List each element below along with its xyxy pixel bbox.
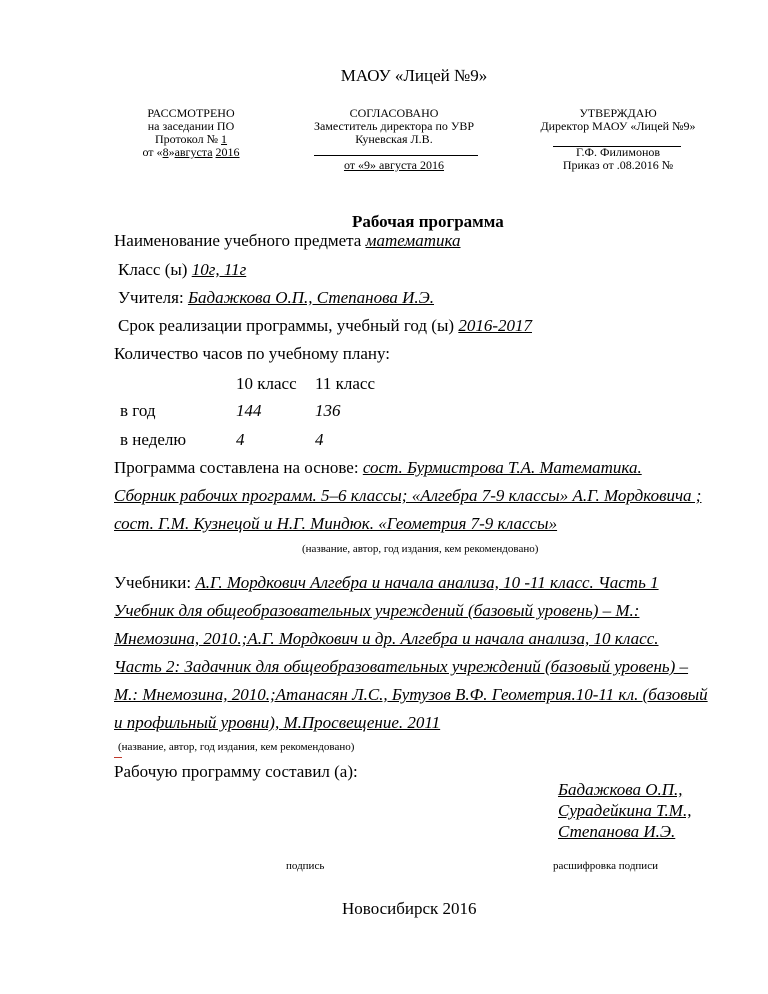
date-year: 2016 — [215, 145, 240, 159]
basis-label: Программа составлена на основе: — [114, 458, 363, 477]
hours-row-label: в неделю — [120, 430, 187, 449]
approval-reviewed — [118, 107, 264, 159]
hours-row-value: 136 — [315, 401, 341, 420]
signature-caption: подпись — [286, 860, 325, 872]
textbooks-label: Учебники: — [114, 573, 196, 592]
date-day: 8 — [162, 145, 169, 159]
date-mid: » — [168, 145, 175, 159]
approved-title: УТВЕРЖДАЮ — [579, 106, 657, 120]
date-prefix: от « — [142, 145, 163, 159]
basis-text: сост. Бурмистрова Т.А. Математика. — [362, 458, 642, 477]
approved-line3: Приказ от .08.2016 № — [562, 158, 674, 172]
hours-col-11: 11 класс — [315, 374, 375, 393]
hours-col-10: 10 класс — [236, 374, 297, 393]
basis-caption: (название, автор, год издания, кем рекомендовано) — [302, 543, 539, 555]
approved-line1: Директор МАОУ «Лицей №9» — [540, 119, 696, 133]
author-name: Сурадейкина Т.М., — [558, 801, 692, 820]
protocol-number: 1 — [221, 132, 228, 146]
hours-row-value: 144 — [236, 401, 262, 420]
hours-row-value: 4 — [315, 430, 324, 449]
org-title: МАОУ «Лицей №9» — [340, 66, 488, 85]
period-value: 2016-2017 — [458, 316, 532, 335]
approval-agreed — [296, 107, 492, 172]
textbooks-text: А.Г. Мордкович Алгебра и начала анализа, 10 -11 класс. Часть 1 — [195, 573, 659, 592]
period-label: Срок реализации программы, учебный год (ы) — [118, 316, 459, 335]
protocol-prefix: Протокол № — [154, 132, 222, 146]
document-title: Рабочая программа — [352, 212, 504, 231]
basis-line-1 — [114, 458, 642, 478]
textbooks-line-6: и профильный уровни), М.Просвещение. 2011 — [114, 713, 441, 732]
reviewed-date — [118, 146, 264, 159]
reviewed-title: РАССМОТРЕНО — [147, 106, 235, 120]
approved-signature-line — [553, 146, 681, 147]
footer-city-year: Новосибирск 2016 — [342, 899, 477, 918]
subject-line — [114, 231, 461, 251]
red-mark — [114, 757, 122, 758]
period-line — [118, 316, 532, 336]
teachers-line — [118, 288, 434, 308]
hours-row-value: 4 — [236, 430, 245, 449]
author-name: Степанова И.Э. — [558, 822, 676, 841]
textbooks-line-5: М.: Мнемозина, 2010.;Атанасян Л.С., Бутузов В.Ф. Геометрия.10-11 кл. (базовый — [114, 685, 708, 704]
author-name: Бадажкова О.П., — [558, 780, 683, 799]
textbooks-line-1 — [114, 573, 659, 593]
textbooks-caption: (название, автор, год издания, кем рекомендовано) — [118, 741, 355, 753]
textbooks-line-2: Учебник для общеобразовательных учреждений (базовый уровень) – М.: — [114, 601, 640, 620]
class-line — [118, 260, 246, 280]
author-label: Рабочую программу составил (а): — [114, 762, 358, 781]
agreed-date — [296, 159, 492, 172]
approval-approved — [530, 107, 706, 172]
reviewed-line1: на заседании ПО — [147, 119, 235, 133]
agreed-line1: Заместитель директора по УВР — [313, 119, 475, 133]
class-label: Класс (ы) — [118, 260, 192, 279]
agreed-title: СОГЛАСОВАНО — [349, 106, 439, 120]
hours-label: Количество часов по учебному плану: — [114, 344, 391, 363]
approved-line2: Г.Ф. Филимонов — [575, 145, 661, 159]
textbooks-line-4: Часть 2: Задачник для общеобразовательных учреждений (базовый уровень) – — [114, 657, 689, 676]
agreed-date-text: от «9» августа 2016 — [343, 158, 445, 172]
class-value: 10г, 11г — [191, 260, 247, 279]
signature-decode-caption: расшифровка подписи — [553, 860, 658, 872]
teachers-value: Бадажкова О.П., Степанова И.Э. — [187, 288, 435, 307]
subject-label: Наименование учебного предмета — [114, 231, 366, 250]
date-month: августа — [174, 145, 213, 159]
textbooks-line-3: Мнемозина, 2010.;А.Г. Мордкович и др. Алгебра и начала анализа, 10 класс. — [114, 629, 659, 648]
hours-row-label: в год — [120, 401, 156, 420]
agreed-line2: Куневская Л.В. — [355, 132, 433, 146]
teachers-label: Учителя: — [118, 288, 188, 307]
basis-line-3: сост. Г.М. Кузнецой и Н.Г. Миндюк. «Геометрия 7-9 классы» — [114, 514, 558, 533]
basis-line-2: Сборник рабочих программ. 5–6 классы; «Алгебра 7-9 классы» А.Г. Мордковича ; — [114, 486, 702, 505]
agreed-signature-line — [314, 155, 478, 156]
subject-value: математика — [365, 231, 461, 250]
